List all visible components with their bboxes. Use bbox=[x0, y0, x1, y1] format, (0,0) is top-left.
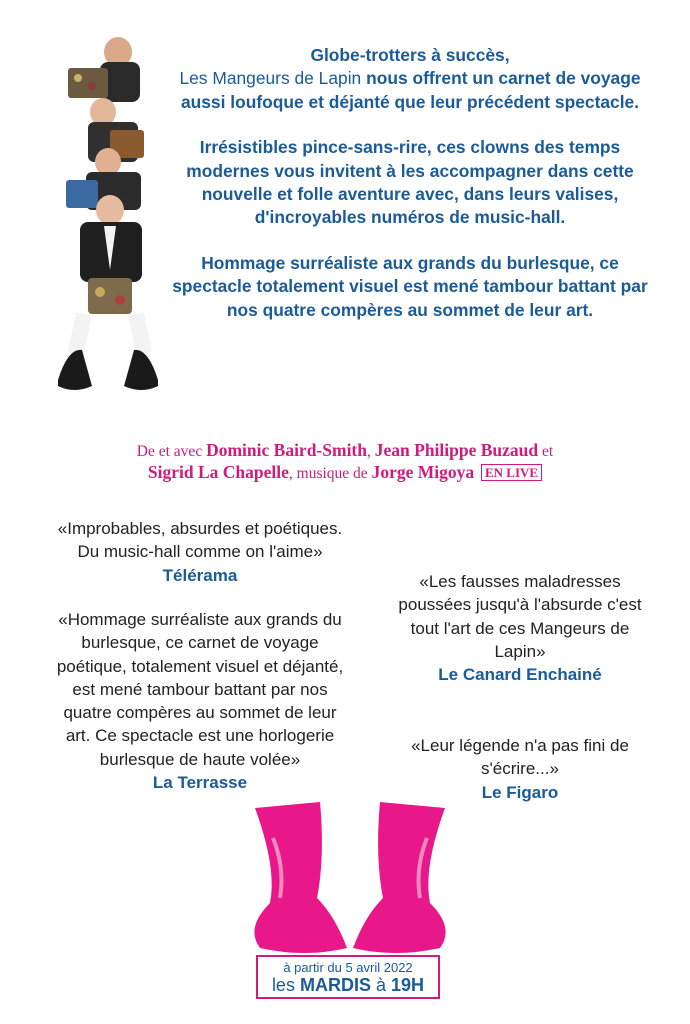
schedule-text: à bbox=[375, 975, 386, 995]
intro-paragraph-1 bbox=[160, 44, 660, 114]
schedule bbox=[258, 975, 438, 995]
pink-boots-illustration bbox=[225, 798, 475, 963]
date-box bbox=[256, 955, 440, 999]
intro-text bbox=[160, 44, 660, 344]
quote-source: Le Canard Enchainé bbox=[438, 665, 602, 685]
quote-source: Le Figaro bbox=[481, 782, 559, 802]
press-quote bbox=[390, 734, 650, 804]
schedule-time: 19H bbox=[391, 975, 425, 995]
credit-name: Sigrid La Chapelle bbox=[147, 462, 289, 482]
schedule-day: MARDIS bbox=[299, 975, 371, 995]
quote-text: «Les fausses maladresses poussées jusqu'à l'absurde c'est tout l'art de ces Mangeurs de Lapin» bbox=[398, 572, 642, 661]
credit-name: Jorge Migoya bbox=[371, 462, 475, 482]
left-boot bbox=[254, 802, 347, 953]
quote-text: «Improbables, absurdes et poétiques. Du music-hall comme on l'aime» bbox=[57, 519, 343, 562]
credits-music-label: , musique de bbox=[288, 465, 368, 482]
credit-separator: , bbox=[367, 443, 371, 460]
press-quote bbox=[50, 608, 350, 794]
live-badge: EN LIVE bbox=[481, 464, 542, 481]
intro-line: nous offrent un carnet de voyage aussi loufoque et déjanté que leur précédent spectacle. bbox=[180, 68, 641, 112]
schedule-text: les bbox=[271, 975, 295, 995]
press-quote bbox=[390, 570, 650, 686]
start-date: à partir du 5 avril 2022 bbox=[283, 960, 413, 975]
credits bbox=[40, 440, 650, 484]
press-quote bbox=[50, 517, 350, 587]
quote-source: La Terrasse bbox=[152, 773, 248, 793]
quote-text: «Hommage surréaliste aux grands du burlesque, ce carnet de voyage poétique, totalement visuel et déjanté, est mené tambour battant par nos quatre compères au sommet de leur art. Ce spectacle est une horlogerie burlesque de haute volée» bbox=[56, 610, 344, 769]
credit-separator: et bbox=[542, 443, 554, 460]
performers-photo bbox=[48, 30, 168, 400]
quote-text: «Leur légende n'a pas fini de s'écrire...» bbox=[411, 736, 629, 779]
quote-source: Télérama bbox=[162, 565, 238, 585]
intro-paragraph-2: Irrésistibles pince-sans-rire, ces clowns des temps modernes vous invitent à les accompagner dans cette nouvelle et folle aventure avec, dans leurs valises, d'incroyables numéros de music-hall. bbox=[186, 137, 634, 228]
credit-name: Dominic Baird-Smith bbox=[206, 440, 367, 460]
credit-name: Jean Philippe Buzaud bbox=[374, 440, 539, 460]
troupe-name: Les Mangeurs de Lapin bbox=[179, 68, 362, 89]
intro-line: Globe-trotters à succès, bbox=[310, 45, 510, 65]
right-boot bbox=[353, 802, 446, 953]
credits-prefix: De et avec bbox=[136, 443, 203, 460]
intro-paragraph-3: Hommage surréaliste aux grands du burlesque, ce spectacle totalement visuel est mené tambour battant par nos quatre compères au sommet de leur art. bbox=[172, 252, 648, 320]
